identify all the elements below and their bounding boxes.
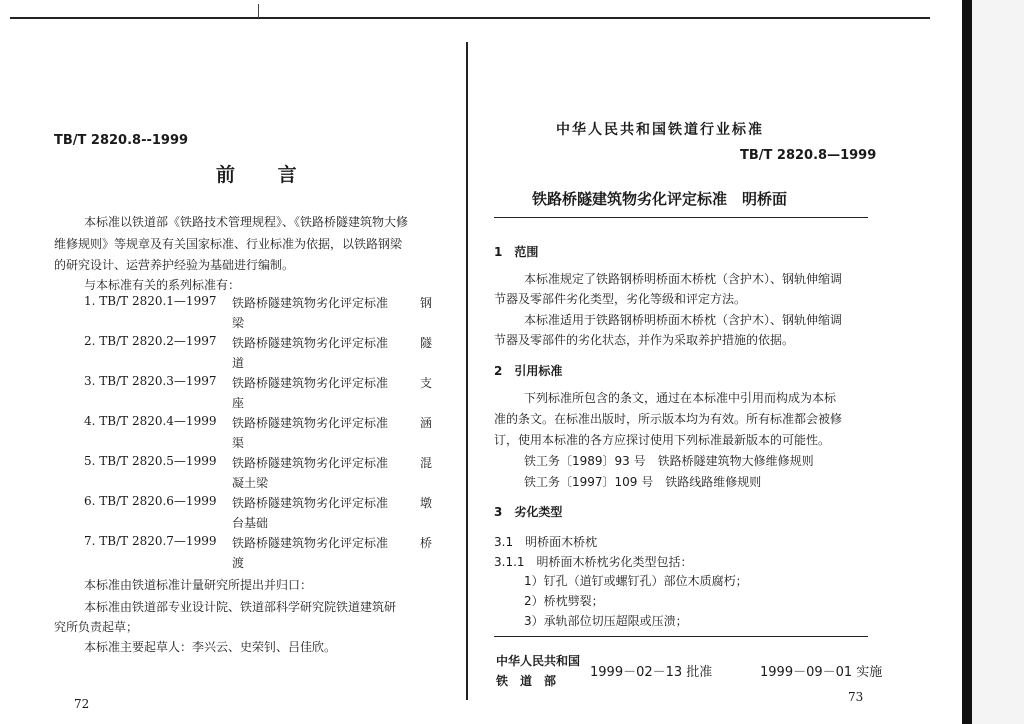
series-4-number: 4. TB/T 2820.4—1999 [84, 414, 217, 428]
right-standard-code: TB/T 2820.8—1999 [740, 148, 877, 163]
series-6-cont: 台基础 [232, 516, 269, 530]
series-6-number: 6. TB/T 2820.6—1999 [84, 494, 217, 508]
s1-para1-line2: 节器及零部件劣化类型，劣化等级和评定方法。 [494, 292, 747, 306]
s1-para1-line1: 本标准规定了铁路钢桥明桥面木桥枕（含护木）、钢轨伸缩调 [524, 272, 843, 286]
top-border-rule [10, 17, 930, 19]
section-2-heading: 2 引用标准 [494, 364, 563, 378]
reference-1: 铁工务〔1989〕93 号 铁路桥隧建筑物大修维修规则 [524, 454, 814, 468]
series-3-tail: 支 [420, 376, 433, 390]
series-7-name: 铁路桥隧建筑物劣化评定标准 [232, 536, 389, 550]
right-page-number: 73 [848, 690, 864, 704]
series-1-name: 铁路桥隧建筑物劣化评定标准 [232, 296, 389, 310]
right-header: 中华人民共和国铁道行业标准 [556, 122, 764, 138]
section-3-1: 3.1 明桥面木桥枕 [494, 535, 598, 549]
footer-rule [494, 636, 868, 637]
section-3-heading: 3 劣化类型 [494, 505, 563, 519]
series-4-cont: 渠 [232, 436, 245, 450]
reference-2: 铁工务〔1997〕109 号 铁路线路维修规则 [524, 475, 762, 489]
series-3-cont: 座 [232, 396, 245, 410]
series-5-number: 5. TB/T 2820.5—1999 [84, 454, 217, 468]
series-4-tail: 涵 [420, 416, 433, 430]
series-5-tail: 混 [420, 456, 433, 470]
proposer-text: 本标准由铁道标准计量研究所提出并归口： [84, 578, 313, 592]
series-1-tail: 钢 [420, 296, 433, 310]
scan-edge-shadow [962, 0, 972, 724]
series-intro: 与本标准有关的系列标准有： [84, 278, 241, 292]
series-5-cont: 凝土梁 [232, 476, 269, 490]
foreword-para1-line3: 的研究设计、运营养护经验为基础进行编制。 [54, 258, 295, 272]
scan-margin [972, 0, 1024, 724]
foreword-title: 前 言 [216, 164, 315, 186]
series-4-name: 铁路桥隧建筑物劣化评定标准 [232, 416, 389, 430]
series-2-cont: 道 [232, 356, 245, 370]
approval-date: 1999－02－13 批准 [590, 665, 713, 680]
drafting-line2: 究所负责起草； [54, 620, 139, 634]
deterioration-item-3: 3）承轨部位切压超限或压溃； [524, 614, 688, 628]
top-tick-mark [258, 4, 259, 18]
s1-para2-line1: 本标准适用于铁路钢桥明桥面木桥枕（含护木）、钢轨伸缩调 [524, 313, 843, 327]
book-gutter [466, 42, 468, 700]
issuer-line1: 中华人民共和国 [496, 654, 581, 668]
issuer-line2: 铁 道 部 [496, 674, 557, 688]
series-5-name: 铁路桥隧建筑物劣化评定标准 [232, 456, 389, 470]
drafting-line1: 本标准由铁道部专业设计院、铁道部科学研究院铁道建筑研 [84, 600, 397, 614]
series-1-cont: 梁 [232, 316, 245, 330]
s2-para-line2: 准的条文。在标准出版时，所示版本均为有效。所有标准都会被修 [494, 412, 843, 426]
right-title: 铁路桥隧建筑物劣化评定标准 明桥面 [532, 190, 788, 208]
series-2-number: 2. TB/T 2820.2—1997 [84, 334, 217, 348]
series-3-name: 铁路桥隧建筑物劣化评定标准 [232, 376, 389, 390]
series-7-cont: 渡 [232, 556, 245, 570]
series-6-name: 铁路桥隧建筑物劣化评定标准 [232, 496, 389, 510]
section-1-heading: 1 范围 [494, 245, 539, 259]
effective-date: 1999－09－01 实施 [760, 665, 883, 680]
left-standard-code: TB/T 2820.8--1999 [54, 133, 189, 148]
left-page-number: 72 [74, 697, 90, 711]
s1-para2-line2: 节器及零部件的劣化状态，并作为采取养护措施的依据。 [494, 333, 795, 347]
series-1-number: 1. TB/T 2820.1—1997 [84, 294, 217, 308]
series-7-tail: 桥 [420, 536, 433, 550]
s2-para-line1: 下列标准所包含的条文，通过在本标准中引用而构成为本标 [524, 391, 837, 405]
series-6-tail: 墩 [420, 496, 433, 510]
series-2-name: 铁路桥隧建筑物劣化评定标准 [232, 336, 389, 350]
deterioration-item-2: 2）桥枕劈裂； [524, 594, 604, 608]
deterioration-item-1: 1）钉孔（道钉或螺钉孔）部位木质腐朽； [524, 574, 748, 588]
foreword-para1-line2: 维修规则》等规章及有关国家标准、行业标准为依据，以铁路钢梁 [54, 237, 403, 251]
s2-para-line3: 订，使用本标准的各方应探讨使用下列标准最新版本的可能性。 [494, 433, 831, 447]
series-7-number: 7. TB/T 2820.7—1999 [84, 534, 217, 548]
drafters-text: 本标准主要起草人：李兴云、史荣钊、吕佳欣。 [84, 640, 337, 654]
series-3-number: 3. TB/T 2820.3—1997 [84, 374, 217, 388]
series-2-tail: 隧 [420, 336, 433, 350]
foreword-para1-line1: 本标准以铁道部《铁路技术管理规程》、《铁路桥隧建筑物大修 [84, 215, 409, 229]
section-3-1-1: 3.1.1 明桥面木桥枕劣化类型包括： [494, 555, 693, 569]
title-rule [494, 217, 868, 218]
